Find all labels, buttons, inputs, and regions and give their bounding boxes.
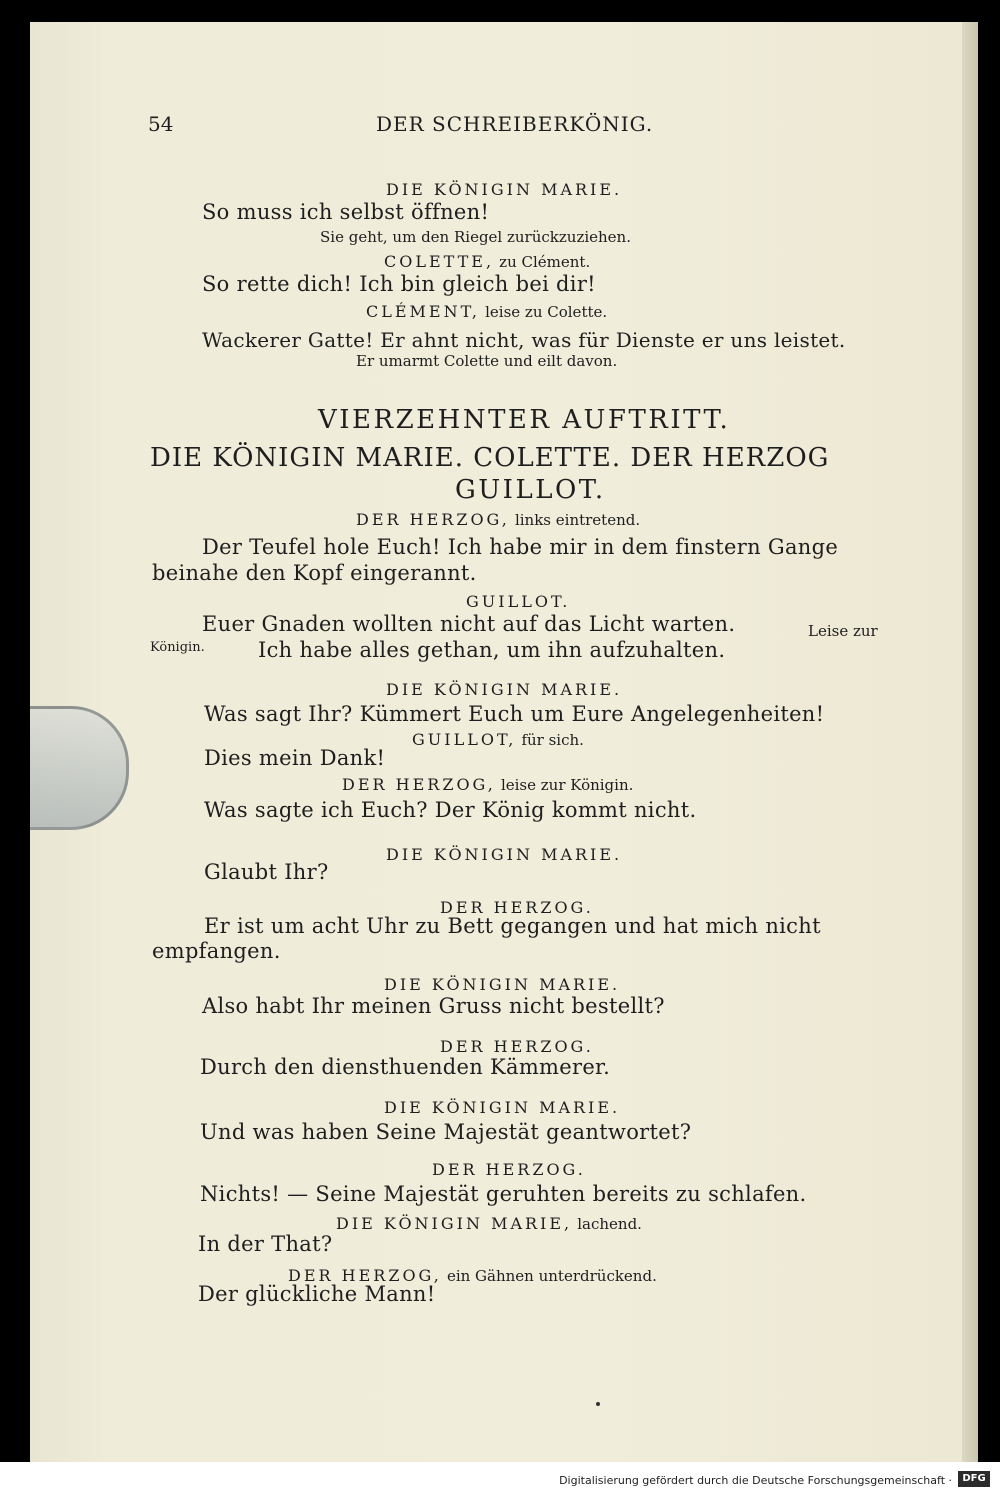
stage-direction: Leise zur bbox=[808, 622, 878, 640]
speaker-with-direction bbox=[384, 252, 590, 271]
stage-direction: Er umarmt Colette und eilt davon. bbox=[356, 352, 618, 370]
speaker-with-direction bbox=[342, 775, 633, 794]
speaker-label: COLETTE, bbox=[384, 252, 495, 271]
speaker-label: DER HERZOG. bbox=[432, 1160, 586, 1179]
dialogue-line: Glaubt Ihr? bbox=[204, 860, 329, 884]
stage-direction: zu Clément. bbox=[499, 253, 591, 271]
stage-direction: Königin. bbox=[150, 640, 205, 655]
speaker-label: DIE KÖNIGIN MARIE. bbox=[386, 680, 623, 699]
speaker-with-direction bbox=[336, 1214, 642, 1233]
dialogue-line: Nichts! — Seine Majestät geruhten bereits zu schlafen. bbox=[200, 1182, 807, 1206]
dialogue-line: Der Teufel hole Euch! Ich habe mir in dem finstern Gange bbox=[202, 535, 839, 559]
dialogue-line: Was sagte ich Euch? Der König kommt nicht. bbox=[204, 798, 697, 822]
dialogue-line: Dies mein Dank! bbox=[204, 746, 386, 770]
dialogue-line: Er ist um acht Uhr zu Bett gegangen und hat mich nicht bbox=[204, 914, 821, 938]
stage-direction: ein Gähnen unterdrückend. bbox=[446, 1267, 657, 1285]
speaker-label: DIE KÖNIGIN MARIE. bbox=[386, 845, 623, 864]
dialogue-line: Was sagt Ihr? Kümmert Euch um Eure Angelegenheiten! bbox=[204, 702, 825, 726]
speaker-label: GUILLOT. bbox=[466, 592, 571, 611]
stage-direction: für sich. bbox=[521, 731, 584, 749]
stage-direction: Sie geht, um den Riegel zurückzuziehen. bbox=[320, 228, 631, 246]
dialogue-line: Wackerer Gatte! Er ahnt nicht, was für Dienste er uns leistet. bbox=[202, 328, 846, 352]
book-page-edge-right bbox=[962, 22, 978, 1462]
scene-heading: VIERZEHNTER AUFTRITT. bbox=[318, 405, 731, 435]
page-number: 54 bbox=[148, 112, 174, 136]
speaker-label: DIE KÖNIGIN MARIE, bbox=[336, 1214, 573, 1233]
dialogue-line: beinahe den Kopf eingerannt. bbox=[152, 561, 477, 585]
dialogue-line: empfangen. bbox=[152, 939, 281, 963]
dialogue-line: Durch den diensthuenden Kämmerer. bbox=[200, 1055, 611, 1079]
speaker-label: GUILLOT, bbox=[412, 730, 517, 749]
speaker-label: DER HERZOG, bbox=[342, 775, 496, 794]
scene-characters: DIE KÖNIGIN MARIE. COLETTE. DER HERZOG bbox=[150, 443, 830, 473]
dialogue-line: So rette dich! Ich bin gleich bei dir! bbox=[202, 272, 596, 296]
dialogue-line: Euer Gnaden wollten nicht auf das Licht warten. bbox=[202, 612, 736, 636]
speaker-label: DER HERZOG, bbox=[356, 510, 510, 529]
stage-direction: links eintretend. bbox=[514, 511, 641, 529]
stage-direction: lachend. bbox=[577, 1215, 642, 1233]
dialogue-line: In der That? bbox=[198, 1232, 333, 1256]
dfg-logo: DFG bbox=[958, 1471, 990, 1487]
ink-speck bbox=[596, 1402, 600, 1406]
dialogue-line: Der glückliche Mann! bbox=[198, 1282, 436, 1306]
speaker-label: DER HERZOG. bbox=[440, 898, 594, 917]
scene-characters-cont: GUILLOT. bbox=[455, 475, 606, 505]
dialogue-line: Ich habe alles gethan, um ihn aufzuhalten. bbox=[258, 638, 726, 662]
speaker-with-direction bbox=[356, 510, 640, 529]
dialogue-line: So muss ich selbst öffnen! bbox=[202, 200, 490, 224]
speaker-label: DER HERZOG. bbox=[440, 1037, 594, 1056]
speaker-with-direction bbox=[366, 302, 607, 321]
speaker-label: DER HERZOG, bbox=[288, 1266, 442, 1285]
speaker-label: DIE KÖNIGIN MARIE. bbox=[384, 1098, 621, 1117]
speaker-label: DIE KÖNIGIN MARIE. bbox=[384, 975, 621, 994]
running-title: DER SCHREIBERKÖNIG. bbox=[376, 112, 654, 136]
stage-direction: leise zu Colette. bbox=[485, 303, 608, 321]
funding-credit: Digitalisierung gefördert durch die Deutsche Forschungsgemeinschaft · bbox=[559, 1474, 952, 1487]
stage-direction: leise zur Königin. bbox=[500, 776, 634, 794]
dialogue-line: Und was haben Seine Majestät geantwortet? bbox=[200, 1120, 692, 1144]
speaker-label: DIE KÖNIGIN MARIE. bbox=[386, 180, 623, 199]
dialogue-line: Also habt Ihr meinen Gruss nicht bestellt? bbox=[202, 994, 665, 1018]
speaker-label: CLÉMENT, bbox=[366, 302, 481, 321]
speaker-with-direction bbox=[412, 730, 584, 749]
